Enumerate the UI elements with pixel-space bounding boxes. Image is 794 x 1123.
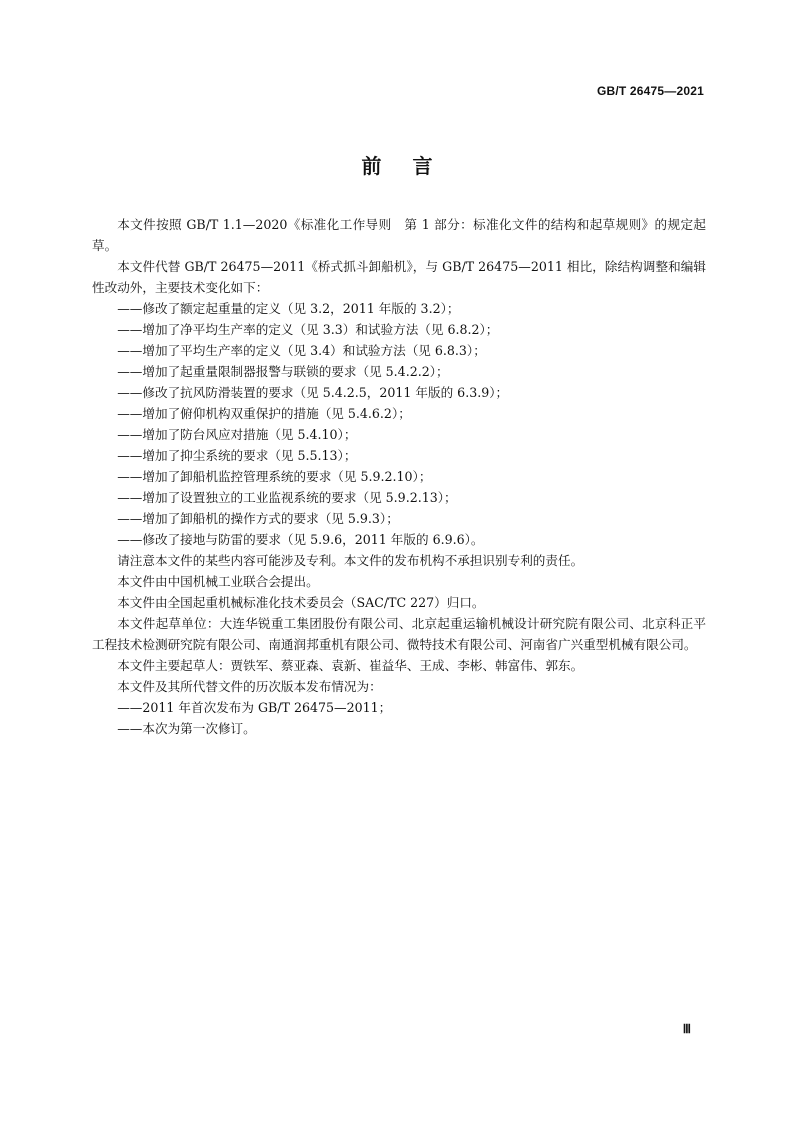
list-item: ——2011 年首次发布为 GB/T 26475—2011； xyxy=(117,700,392,715)
list-item: ——修改了接地与防雷的要求（见 5.9.6，2011 年版的 6.9.6）。 xyxy=(117,532,484,547)
list-item: ——修改了额定起重量的定义（见 3.2，2011 年版的 3.2）； xyxy=(117,301,460,316)
paragraph-drafters: 本文件主要起草人：贾铁军、蔡亚森、袁新、崔益华、王成、李彬、韩富伟、郭东。 xyxy=(117,658,584,673)
preface-body xyxy=(92,214,706,739)
list-item: ——增加了卸船机监控管理系统的要求（见 5.9.2.10）； xyxy=(117,469,432,484)
list-item: ——增加了平均生产率的定义（见 3.4）和试验方法（见 6.8.3）； xyxy=(117,343,486,358)
document-code: GB/T 26475—2021 xyxy=(596,84,704,98)
paragraph-proposer: 本文件由中国机械工业联合会提出。 xyxy=(117,574,319,589)
list-item: ——增加了抑尘系统的要求（见 5.5.13）； xyxy=(117,448,357,463)
page-title: 前 言 xyxy=(361,154,445,178)
paragraph-replacement: 本文件代替 GB/T 26475—2011《桥式抓斗卸船机》，与 GB/T 26475—2011 相比，除结构调整和编辑性改动外，主要技术变化如下： xyxy=(92,259,706,295)
history-list xyxy=(92,697,706,739)
list-item: ——修改了抗风防滑装置的要求（见 5.4.2.5，2011 年版的 6.3.9）； xyxy=(117,385,509,400)
changes-list xyxy=(92,298,706,550)
paragraph-patent-notice: 请注意本文件的某些内容可能涉及专利。本文件的发布机构不承担识别专利的责任。 xyxy=(117,553,584,568)
paragraph-committee: 本文件由全国起重机械标准化技术委员会（SAC/TC 227）归口。 xyxy=(117,595,485,610)
paragraph-drafting-units: 本文件起草单位：大连华锐重工集团股份有限公司、北京起重运输机械设计研究院有限公司、北京科正平工程技术检测研究院有限公司、南通润邦重机有限公司、微特技术有限公司、河南省广兴重型机械有限公司。 xyxy=(92,616,706,652)
list-item: ——本次为第一次修订。 xyxy=(117,721,256,736)
list-item: ——增加了净平均生产率的定义（见 3.3）和试验方法（见 6.8.2）； xyxy=(117,322,499,337)
list-item: ——增加了设置独立的工业监视系统的要求（见 5.9.2.13）； xyxy=(117,490,457,505)
page-number: Ⅲ xyxy=(682,1022,692,1036)
paragraph-history-intro: 本文件及其所代替文件的历次版本发布情况为： xyxy=(117,679,382,694)
list-item: ——增加了防台风应对措施（见 5.4.10）； xyxy=(117,427,357,442)
list-item: ——增加了卸船机的操作方式的要求（见 5.9.3）； xyxy=(117,511,399,526)
paragraph-drafting-rules: 本文件按照 GB/T 1.1—2020《标准化工作导则 第 1 部分：标准化文件的结构和起草规则》的规定起草。 xyxy=(92,217,706,253)
list-item: ——增加了起重量限制器报警与联锁的要求（见 5.4.2.2）； xyxy=(117,364,449,379)
list-item: ——增加了俯仰机构双重保护的措施（见 5.4.6.2）； xyxy=(117,406,411,421)
